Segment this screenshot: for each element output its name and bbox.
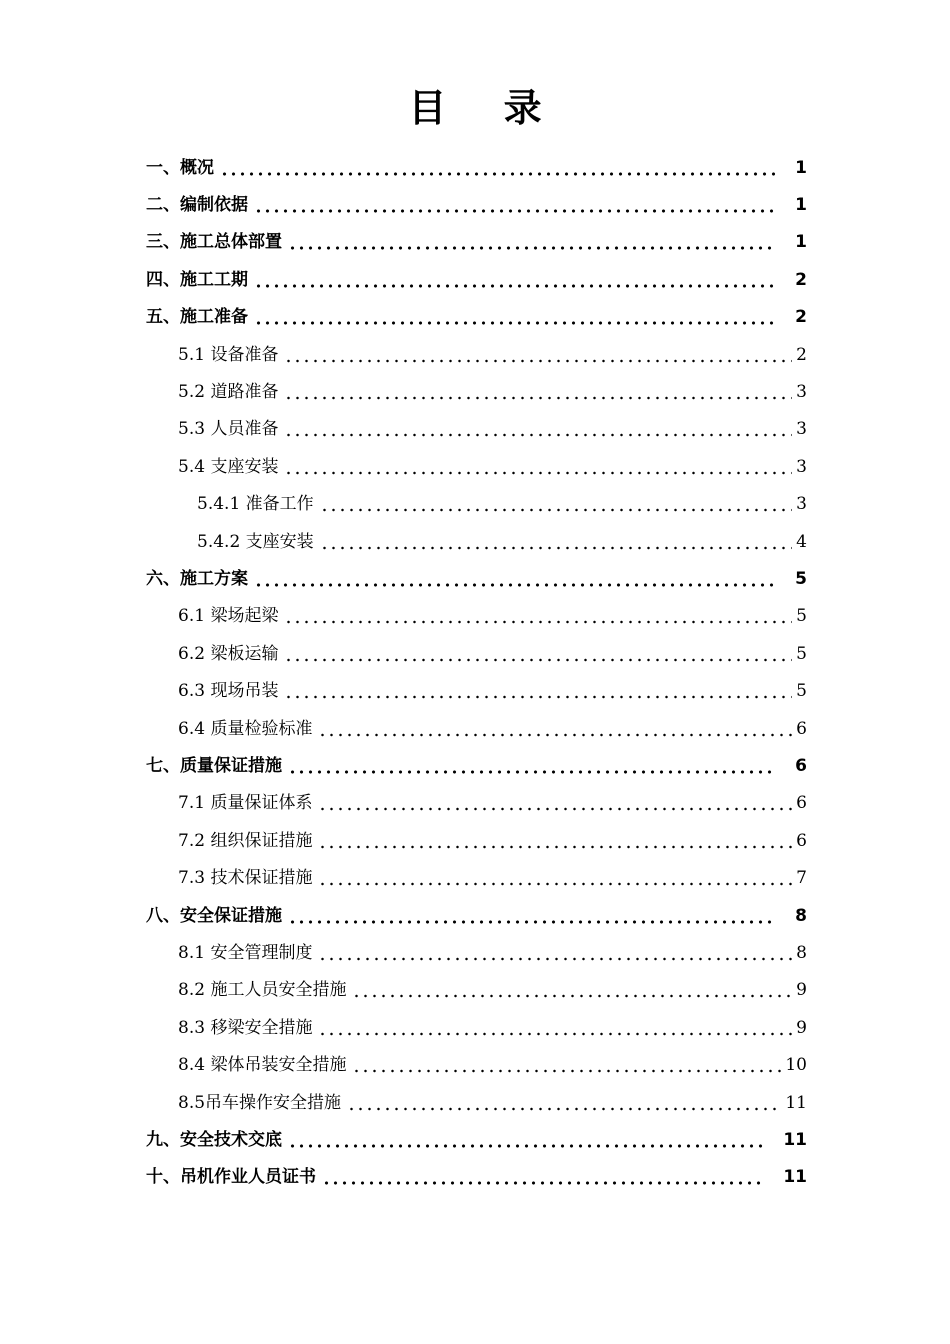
toc-entry-label: 6.2 梁板运输 bbox=[178, 643, 279, 664]
toc-entry-label: 8.2 施工人员安全措施 bbox=[178, 980, 347, 1001]
toc-entry-page-number: 7 bbox=[796, 868, 807, 889]
toc-entry[interactable] bbox=[146, 186, 807, 223]
toc-entry-page-number: 11 bbox=[783, 1167, 807, 1188]
toc-dot-leader bbox=[318, 868, 792, 888]
toc-entry-page-number: 8 bbox=[796, 942, 807, 963]
toc-entry[interactable] bbox=[178, 411, 807, 448]
toc-entry-page-number: 3 bbox=[796, 494, 807, 515]
toc-entry-page-number: 4 bbox=[796, 531, 807, 552]
toc-entry-page-number: 11 bbox=[785, 1092, 807, 1113]
toc-entry-page-number: 6 bbox=[796, 793, 807, 814]
toc-entry-page-number: 1 bbox=[795, 232, 807, 253]
toc-dot-leader bbox=[347, 1093, 781, 1113]
toc-dot-leader bbox=[254, 307, 775, 327]
toc-entry[interactable] bbox=[178, 972, 807, 1009]
toc-entry-page-number: 8 bbox=[795, 905, 807, 926]
toc-entry-label: 5.2 道路准备 bbox=[178, 381, 279, 402]
toc-entry[interactable] bbox=[146, 1121, 807, 1158]
toc-entry[interactable] bbox=[197, 523, 807, 560]
toc-entry-label: 九、安全技术交底 bbox=[146, 1129, 282, 1150]
toc-dot-leader bbox=[318, 943, 792, 963]
toc-dot-leader bbox=[288, 756, 775, 776]
toc-dot-leader bbox=[284, 457, 792, 477]
toc-entry[interactable] bbox=[146, 747, 807, 784]
toc-entry[interactable] bbox=[197, 486, 807, 523]
toc-entry-page-number: 6 bbox=[796, 718, 807, 739]
toc-entry[interactable] bbox=[146, 897, 807, 934]
toc-entry[interactable] bbox=[146, 1159, 807, 1196]
toc-dot-leader bbox=[318, 793, 792, 813]
toc-entry-label: 6.3 现场吊装 bbox=[178, 681, 279, 702]
toc-entry[interactable] bbox=[178, 673, 807, 710]
toc-entry-page-number: 1 bbox=[795, 157, 807, 178]
toc-dot-leader bbox=[220, 158, 775, 178]
toc-entry-label: 二、编制依据 bbox=[146, 194, 248, 215]
toc-entry[interactable] bbox=[178, 822, 807, 859]
toc-dot-leader bbox=[318, 719, 792, 739]
toc-entry[interactable] bbox=[178, 373, 807, 410]
toc-entry-page-number: 3 bbox=[796, 381, 807, 402]
toc-entry-page-number: 6 bbox=[796, 830, 807, 851]
toc-entry-label: 5.4.2 支座安装 bbox=[197, 531, 314, 552]
toc-entry-label: 八、安全保证措施 bbox=[146, 905, 282, 926]
toc-entry-label: 三、施工总体部置 bbox=[146, 232, 282, 253]
toc-entry-label: 7.2 组织保证措施 bbox=[178, 830, 313, 851]
toc-entry-page-number: 5 bbox=[796, 643, 807, 664]
toc-dot-leader bbox=[284, 345, 792, 365]
toc-entry[interactable] bbox=[178, 448, 807, 485]
toc-entry[interactable] bbox=[146, 299, 807, 336]
toc-dot-leader bbox=[284, 419, 792, 439]
toc-entry-page-number: 9 bbox=[796, 980, 807, 1001]
toc-entry-page-number: 11 bbox=[783, 1129, 807, 1150]
toc-entry[interactable] bbox=[178, 860, 807, 897]
toc-entry-label: 5.3 人员准备 bbox=[178, 419, 279, 440]
toc-dot-leader bbox=[352, 980, 792, 1000]
toc-entry[interactable] bbox=[178, 1047, 807, 1084]
toc-dot-leader bbox=[320, 494, 793, 514]
toc-entry-page-number: 5 bbox=[796, 606, 807, 627]
toc-dot-leader bbox=[322, 1167, 763, 1187]
toc-dot-leader bbox=[288, 906, 775, 926]
toc-entry-page-number: 5 bbox=[795, 568, 807, 589]
toc-entry-label: 四、施工工期 bbox=[146, 269, 248, 290]
toc-entry-page-number: 1 bbox=[795, 194, 807, 215]
toc-entry[interactable] bbox=[146, 261, 807, 298]
toc-entry-label: 十、吊机作业人员证书 bbox=[146, 1167, 316, 1188]
toc-entry-page-number: 3 bbox=[796, 456, 807, 477]
toc-entry-label: 8.4 梁体吊装安全措施 bbox=[178, 1055, 347, 1076]
toc-dot-leader bbox=[284, 382, 792, 402]
toc-entry-page-number: 10 bbox=[785, 1055, 807, 1076]
toc-dot-leader bbox=[318, 1018, 792, 1038]
toc-entry-label: 8.5吊车操作安全措施 bbox=[178, 1092, 342, 1113]
toc-dot-leader bbox=[320, 532, 793, 552]
toc-entry[interactable] bbox=[178, 1009, 807, 1046]
toc-entry[interactable] bbox=[178, 785, 807, 822]
toc-entry-page-number: 2 bbox=[795, 269, 807, 290]
toc-dot-leader bbox=[284, 606, 792, 626]
page-title: 目 录 bbox=[408, 86, 564, 130]
toc-entry-label: 7.3 技术保证措施 bbox=[178, 868, 313, 889]
toc-entry[interactable] bbox=[146, 224, 807, 261]
toc-dot-leader bbox=[254, 569, 775, 589]
toc-entry[interactable] bbox=[178, 1084, 807, 1121]
toc-entry-page-number: 6 bbox=[795, 755, 807, 776]
toc-entry-label: 7.1 质量保证体系 bbox=[178, 793, 313, 814]
toc-entry-label: 一、概况 bbox=[146, 157, 214, 178]
toc-entry[interactable] bbox=[178, 710, 807, 747]
toc-entry-page-number: 2 bbox=[795, 307, 807, 328]
toc-entry-label: 8.3 移梁安全措施 bbox=[178, 1017, 313, 1038]
toc-entry-label: 七、质量保证措施 bbox=[146, 755, 282, 776]
toc-entry-page-number: 2 bbox=[796, 344, 807, 365]
toc-dot-leader bbox=[288, 232, 775, 252]
toc-dot-leader bbox=[284, 681, 792, 701]
toc-entry-page-number: 3 bbox=[796, 419, 807, 440]
toc-entry-label: 8.1 安全管理制度 bbox=[178, 942, 313, 963]
toc-entry-label: 5.1 设备准备 bbox=[178, 344, 279, 365]
toc-entry[interactable] bbox=[178, 635, 807, 672]
toc-entry[interactable] bbox=[178, 598, 807, 635]
toc-dot-leader bbox=[254, 270, 775, 290]
toc-entry[interactable] bbox=[178, 336, 807, 373]
toc-dot-leader bbox=[318, 831, 792, 851]
toc-entry[interactable] bbox=[178, 934, 807, 971]
toc-dot-leader bbox=[284, 644, 792, 664]
toc-dot-leader bbox=[288, 1130, 763, 1150]
toc-entry[interactable] bbox=[146, 149, 807, 186]
toc-entry-label: 五、施工准备 bbox=[146, 307, 248, 328]
toc-entry-label: 6.1 梁场起梁 bbox=[178, 606, 279, 627]
toc-entry-label: 六、施工方案 bbox=[146, 568, 248, 589]
toc-dot-leader bbox=[254, 195, 775, 215]
toc-entry-label: 5.4 支座安装 bbox=[178, 456, 279, 477]
toc-entry-label: 5.4.1 准备工作 bbox=[197, 494, 314, 515]
toc-entry[interactable] bbox=[146, 560, 807, 597]
toc-entry-page-number: 5 bbox=[796, 681, 807, 702]
toc-dot-leader bbox=[352, 1055, 781, 1075]
toc-entry-page-number: 9 bbox=[796, 1017, 807, 1038]
toc-entry-label: 6.4 质量检验标准 bbox=[178, 718, 313, 739]
